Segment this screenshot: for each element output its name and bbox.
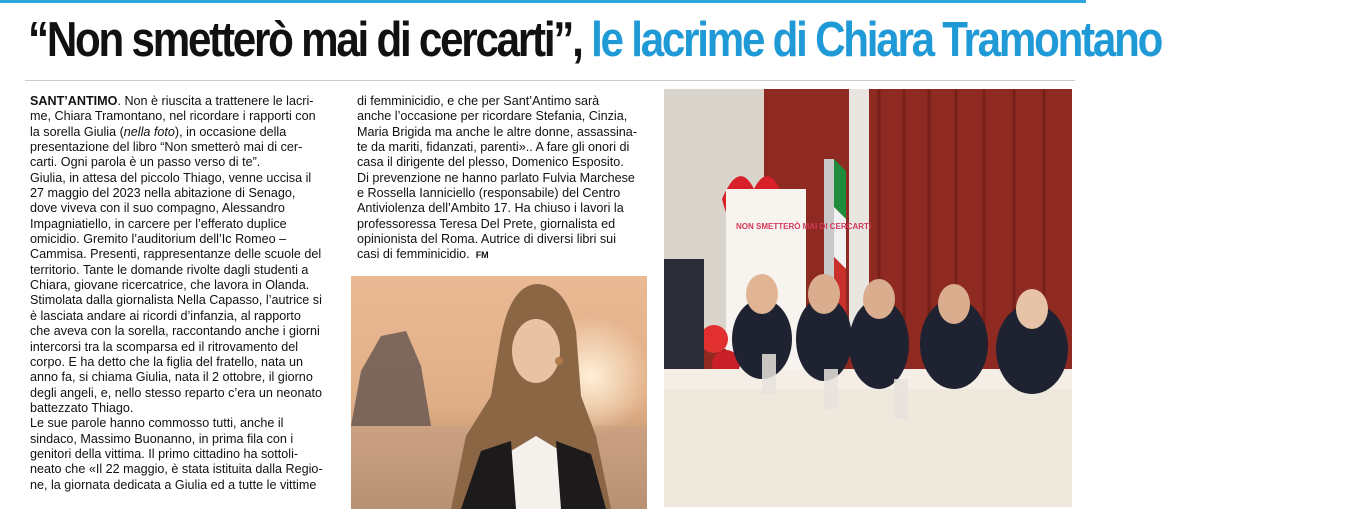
article-line: ne, la giornata dedicata a Giulia ed a tutte le vittime [30,477,317,492]
article-line: SANT’ANTIMO. Non è riuscita a trattenere le lacri- [30,94,314,108]
portrait-illustration [351,276,647,509]
article-line: opinionista del Roma. Autrice di diversi libri sui [357,232,616,247]
article-line: degli angeli, e, nello stesso reparto c’era un neonato [30,385,322,400]
article-line: Impagniatiello, in carcere per l’efferato duplice [30,216,287,231]
article-line: anche l’occasione per ricordare Stefania, Cinzia, [357,109,628,124]
article-column-2 [357,94,647,264]
article-line: territorio. Tante le domande rivolte dagli studenti a [30,262,309,277]
dateline: SANT’ANTIMO [30,94,118,108]
article-line: me, Chiara Tramontano, nel ricordare i rapporti con [30,109,316,124]
photo-caption-ref: nella foto [123,124,175,139]
article-line: omicidio. Gremito l’auditorium dell’Ic Romeo – [30,232,287,247]
article-line: di femminicidio, e che per Sant’Antimo sarà [357,94,600,108]
article-column-1 [30,94,340,493]
article-line: genitori della vittima. Il primo cittadino ha sottoli- [30,446,299,461]
article-line: la sorella Giulia (nella foto), in occasione della [30,124,287,139]
article-line: battezzato Thiago. [30,400,134,415]
article-line: che aveva con la sorella, raccontando anche i giorni [30,324,320,339]
article-line: dove viveva con il suo compagno, Alessandro [30,201,285,216]
article-line: Maria Brigida ma anche le altre donne, assassina- [357,124,638,139]
article-line: 27 maggio del 2023 nella abitazione di Senago, [30,186,296,201]
article-line: te da mariti, fidanzati, parenti».. A fare gli onori di [357,140,630,155]
article-line: carti. Ogni parola è un passo verso di te”. [30,155,261,170]
article-line: Cammisa. Presenti, rappresentanze delle scuole del [30,247,322,262]
article-line: professoressa Teresa Del Prete, giornalista ed [357,216,616,231]
article-line: e Rossella Ianniciello (responsabile) del Centro [357,186,621,201]
top-accent-line [0,0,1086,3]
headline-quote: “Non smetterò mai di cercarti”, [28,13,582,67]
photo-conference [664,89,1072,507]
article-line: Le sue parole hanno commosso tutti, anche il [30,416,284,431]
article-line: anno fa, si chiama Giulia, nata il 2 ottobre, il giorno [30,370,313,385]
conference-illustration [664,89,1072,507]
headline-text [28,4,1161,76]
article-line: Giulia, in attesa del piccolo Thiago, venne uccisa il [30,170,312,185]
article-line: Antiviolenza dell’Ambito 17. Ha chiuso i lavori la [357,201,624,216]
poster-title: NON SMETTERÒ MAI DI CERCARTI [736,222,872,231]
article-line: Chiara, giovane ricercatrice, che lavora in Olanda. [30,278,310,293]
headline-rule [25,80,1075,81]
article-line: corpo. E ha detto che la figlia del fratello, nata un [30,354,304,369]
article-line: Di prevenzione ne hanno parlato Fulvia Marchese [357,170,635,185]
article-line: presentazione del libro “Non smetterò mai di cer- [30,140,303,155]
article-line: è lasciata andare ai ricordi d’infanzia, al rapporto [30,308,301,323]
author-signature: FM [475,250,489,261]
headline [28,4,1162,76]
article-line: intercorsi tra la scomparsa ed il ritrovamento del [30,339,299,354]
article-line: casi di femminicidio. FM [357,247,489,262]
article-line: Stimolata dalla giornalista Nella Capasso, l’autrice si [30,293,322,308]
headline-subject: le lacrime di Chiara Tramontano [591,13,1162,67]
article-line: sindaco, Massimo Buonanno, in prima fila con i [30,431,294,446]
photo-giulia [351,276,647,509]
article-line: neato che «Il 22 maggio, è stata istituita dalla Regio- [30,462,323,477]
article-line: casa il dirigente del plesso, Domenico Esposito. [357,155,624,170]
